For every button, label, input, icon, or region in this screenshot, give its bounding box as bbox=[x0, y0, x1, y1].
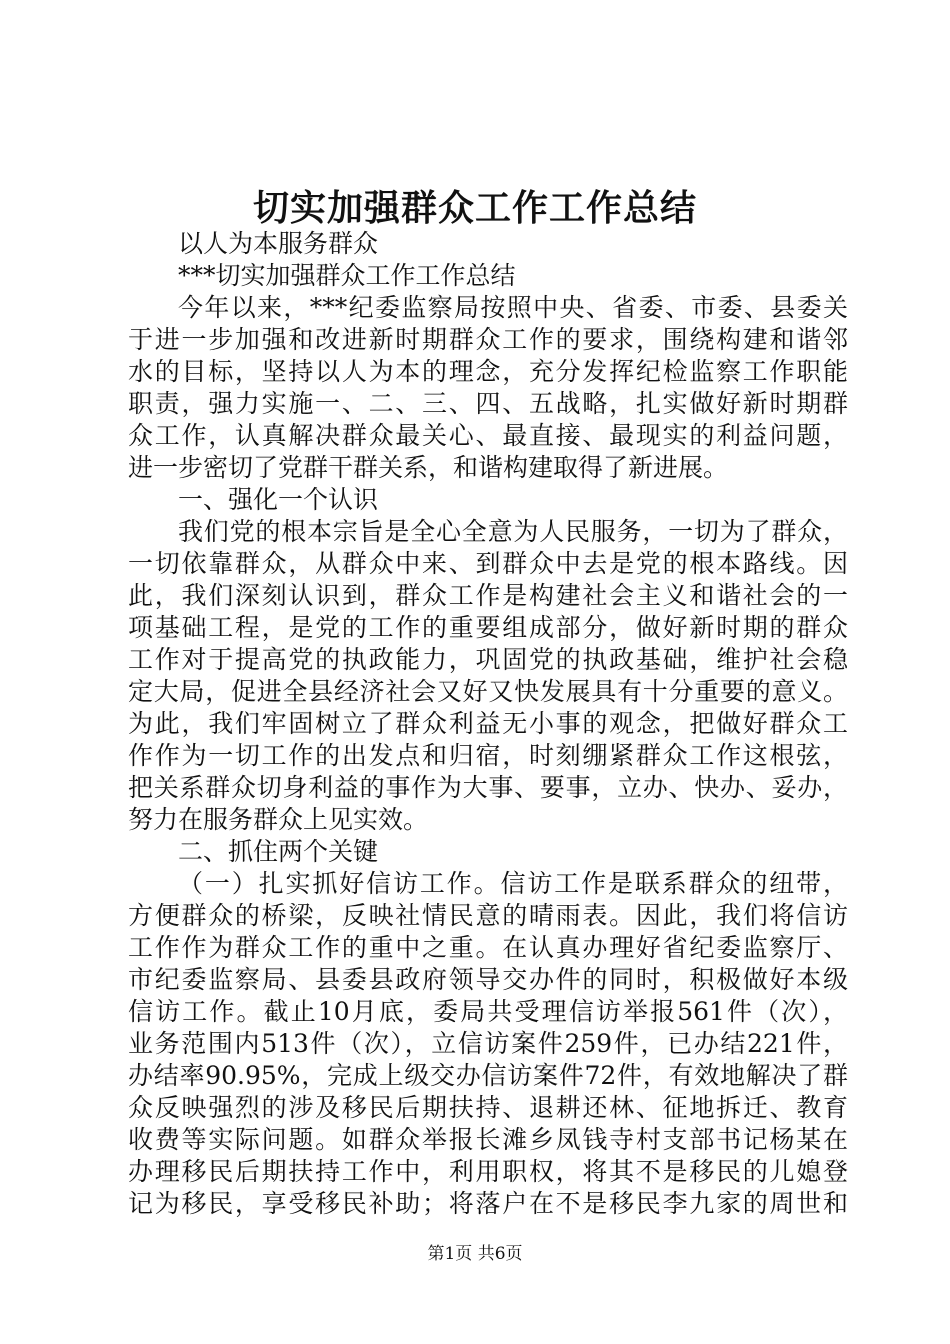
text-line: 水的目标，坚持以人为本的理念，充分发挥纪检监察工作职能 bbox=[128, 357, 848, 386]
document-title: 切实加强群众工作工作总结 bbox=[252, 187, 697, 229]
text-line: 工作对于提高党的执政能力，巩固党的执政基础，维护社会稳 bbox=[128, 645, 848, 674]
text-line: 一切依靠群众，从群众中来、到群众中去是党的根本路线。因 bbox=[128, 549, 848, 578]
section-heading: 以人为本服务群众 bbox=[178, 229, 379, 258]
text-line: 项基础工程，是党的工作的重要组成部分，做好新时期的群众 bbox=[128, 613, 848, 642]
text-line: 于进一步加强和改进新时期群众工作的要求，围绕构建和谐邻 bbox=[128, 325, 848, 354]
text-line: 把关系群众切身利益的事作为大事、要事，立办、快办、妥办， bbox=[128, 773, 848, 802]
text-line: 工作作为群众工作的重中之重。在认真办理好省纪委监察厅、 bbox=[128, 933, 848, 962]
section-heading: ***切实加强群众工作工作总结 bbox=[178, 261, 516, 290]
text-line: 办结率90.95%，完成上级交办信访案件72件，有效地解决了群 bbox=[128, 1061, 848, 1090]
text-line: 职责，强力实施一、二、三、四、五战略，扎实做好新时期群 bbox=[128, 389, 848, 418]
text-line: 记为移民，享受移民补助；将落户在不是移民李九家的周世和 bbox=[128, 1189, 848, 1218]
text-line: 我们党的根本宗旨是全心全意为人民服务，一切为了群众， bbox=[178, 517, 848, 546]
text-line: 业务范围内513件（次），立信访案件259件，已办结221件， bbox=[128, 1029, 848, 1058]
text-line: 为此，我们牢固树立了群众利益无小事的观念，把做好群众工 bbox=[128, 709, 848, 738]
text-line: 信访工作。截止10月底，委局共受理信访举报561件（次）， bbox=[128, 997, 848, 1026]
document-body bbox=[128, 228, 848, 1220]
text-line: （一）扎实抓好信访工作。信访工作是联系群众的纽带， bbox=[178, 869, 848, 898]
text-line: 今年以来，***纪委监察局按照中央、省委、市委、县委关 bbox=[178, 293, 848, 322]
text-line: 众反映强烈的涉及移民后期扶持、退耕还林、征地拆迁、教育 bbox=[128, 1093, 848, 1122]
text-line: 收费等实际问题。如群众举报长滩乡凤钱寺村支部书记杨某在 bbox=[128, 1125, 848, 1154]
section-heading: 二、抓住两个关键 bbox=[178, 837, 379, 866]
text-line: 作作为一切工作的出发点和归宿，时刻绷紧群众工作这根弦， bbox=[128, 741, 848, 770]
text-line: 进一步密切了党群干群关系，和谐构建取得了新进展。 bbox=[128, 453, 729, 482]
text-line: 方便群众的桥梁，反映社情民意的晴雨表。因此，我们将信访 bbox=[128, 901, 848, 930]
text-line: 众工作，认真解决群众最关心、最直接、最现实的利益问题， bbox=[128, 421, 848, 450]
page-footer: 第1页 共6页 bbox=[427, 1244, 523, 1264]
text-line: 办理移民后期扶持工作中，利用职权，将其不是移民的儿媳登 bbox=[128, 1157, 848, 1186]
text-line: 努力在服务群众上见实效。 bbox=[128, 805, 429, 834]
text-line: 此，我们深刻认识到，群众工作是构建社会主义和谐社会的一 bbox=[128, 581, 848, 610]
text-line: 市纪委监察局、县委县政府领导交办件的同时，积极做好本级 bbox=[128, 965, 848, 994]
section-heading: 一、强化一个认识 bbox=[178, 485, 379, 514]
text-line: 定大局，促进全县经济社会又好又快发展具有十分重要的意义。 bbox=[128, 677, 848, 706]
